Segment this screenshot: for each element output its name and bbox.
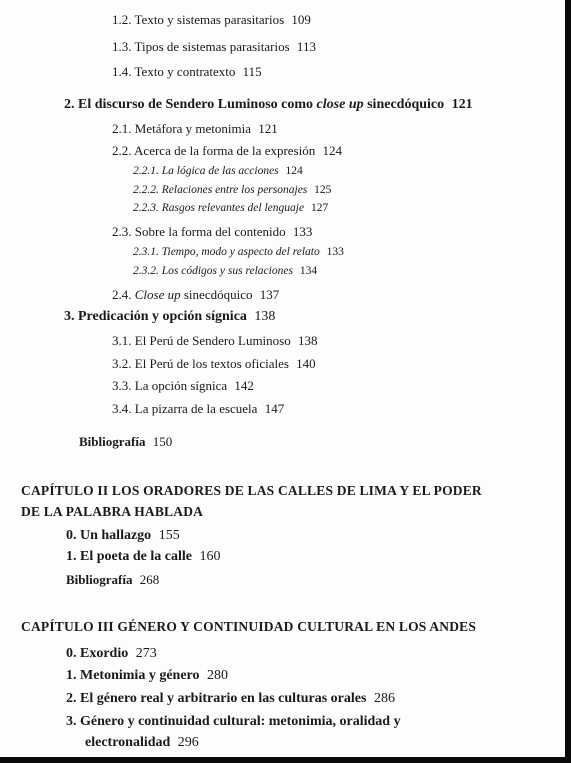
entry-title: Relaciones entre los personajes	[161, 184, 308, 196]
toc-entry-2-3	[112, 224, 312, 240]
entry-number: 2.3.	[112, 224, 132, 239]
entry-number: 2.4.	[112, 287, 132, 302]
toc-entry-2-4	[112, 287, 279, 303]
toc-entry-3-2	[112, 356, 316, 372]
entry-title: El Perú de los textos oficiales	[134, 356, 289, 371]
entry-number: 1.	[66, 668, 77, 683]
bibliography-title: Bibliografía	[66, 572, 133, 587]
entry-title: Tipos de sistemas parasitarios	[134, 39, 290, 54]
entry-title: Exordio	[80, 646, 129, 661]
entry-number: 1.2.	[112, 12, 132, 27]
entry-title: Los códigos y sus relaciones	[161, 265, 293, 277]
entry-title: El poeta de la calle	[80, 549, 192, 564]
toc-ch2-entry-0	[66, 528, 180, 544]
entry-number: 1.3.	[112, 39, 132, 54]
chapter-2-heading	[21, 480, 561, 522]
entry-title: La lógica de las acciones	[161, 165, 279, 177]
bibliography-page: 268	[139, 572, 160, 587]
entry-page: 286	[373, 691, 395, 706]
entry-title-line1: Género y continuidad cultural: metonimia, oralidad y	[80, 714, 401, 729]
entry-number: 2.2.	[112, 143, 132, 158]
toc-ch2-entry-1	[66, 549, 221, 565]
entry-page: 125	[314, 184, 332, 196]
section-page: 121	[451, 97, 473, 112]
toc-entry-2-2-2	[133, 182, 331, 198]
toc-bibliography-2	[66, 572, 159, 588]
entry-number: 2.1.	[112, 121, 132, 136]
section-title: Predicación y opción sígnica	[78, 309, 247, 324]
entry-page: 273	[135, 646, 157, 661]
entry-number: 2.	[66, 691, 77, 706]
entry-page: 133	[326, 246, 344, 258]
entry-number: 2.2.3.	[133, 202, 159, 214]
toc-entry-2-3-1	[133, 244, 344, 260]
entry-title: El Perú de Sendero Luminoso	[134, 333, 291, 348]
toc-entry-1-3	[112, 39, 316, 55]
entry-number: 1.4.	[112, 64, 132, 79]
entry-number: 2.2.2.	[133, 184, 159, 196]
chapter-3-heading	[21, 616, 561, 637]
section-number: 2.	[64, 97, 75, 112]
toc-entry-2-3-2	[133, 263, 317, 279]
entry-title: Metonimia y género	[80, 668, 200, 683]
entry-number: 0.	[66, 646, 77, 661]
entry-page: 155	[158, 528, 180, 543]
section-title-italic: close up	[316, 97, 364, 112]
entry-title: El género real y arbitrario en las culturas orales	[80, 691, 367, 706]
toc-entry-3-1	[112, 333, 317, 349]
toc-entry-1-4	[112, 64, 262, 80]
entry-page: 138	[297, 333, 318, 348]
entry-title: La pizarra de la escuela	[134, 401, 258, 416]
chapter-heading-line1: CAPÍTULO II LOS ORADORES DE LAS CALLES DE LIMA Y EL PODER	[21, 483, 482, 498]
entry-page: 124	[322, 143, 342, 158]
toc-ch3-entry-1	[66, 668, 228, 684]
toc-entry-2-1	[112, 121, 278, 137]
entry-page: 115	[242, 64, 262, 79]
entry-page: 160	[199, 549, 221, 564]
toc-entry-2-2	[112, 143, 342, 159]
toc-section-3	[64, 309, 275, 325]
toc-section-2	[64, 97, 473, 113]
entry-title-italic: Close up	[134, 287, 181, 302]
entry-page: 296	[177, 735, 199, 750]
entry-title: Un hallazgo	[80, 528, 152, 543]
chapter-heading: CAPÍTULO III GÉNERO Y CONTINUIDAD CULTURAL EN LOS ANDES	[21, 619, 477, 634]
entry-number: 2.3.2.	[133, 265, 159, 277]
toc-entry-2-2-3	[133, 200, 328, 216]
entry-page: 137	[259, 287, 280, 302]
entry-page: 147	[264, 401, 285, 416]
toc-entry-2-2-1	[133, 163, 303, 179]
entry-number: 3.1.	[112, 333, 132, 348]
entry-title: Texto y contratexto	[134, 64, 236, 79]
section-title-pre: El discurso de Sendero Luminoso como	[78, 97, 317, 112]
scan-edge-right	[565, 0, 571, 763]
entry-number: 0.	[66, 528, 77, 543]
entry-page: 109	[291, 12, 311, 27]
entry-number: 1.	[66, 549, 77, 564]
toc-ch3-entry-3-cont	[85, 735, 199, 751]
toc-ch3-entry-0	[66, 646, 157, 662]
toc-bibliography-1	[79, 434, 172, 450]
entry-title: Metáfora y metonimia	[134, 121, 251, 136]
toc-entry-1-2	[112, 12, 311, 28]
entry-title-post: sinecdóquico	[180, 287, 253, 302]
entry-title: Tiempo, modo y aspecto del relato	[161, 246, 320, 258]
entry-title-line2: electronalidad	[85, 735, 171, 750]
entry-page: 134	[299, 265, 318, 277]
entry-title: Rasgos relevantes del lenguaje	[161, 202, 305, 214]
entry-title: La opción sígnica	[134, 378, 228, 393]
entry-page: 133	[292, 224, 313, 239]
bibliography-title: Bibliografía	[79, 434, 146, 449]
entry-number: 3.2.	[112, 356, 132, 371]
section-title-post: sinecdóquico	[363, 97, 445, 112]
entry-number: 2.3.1.	[133, 246, 159, 258]
toc-entry-3-4	[112, 401, 284, 417]
entry-page: 121	[258, 121, 278, 136]
section-page: 138	[254, 309, 276, 324]
entry-page: 127	[310, 202, 329, 214]
entry-title: Sobre la forma del contenido	[134, 224, 286, 239]
entry-page: 113	[296, 39, 316, 54]
entry-page: 142	[234, 378, 254, 393]
entry-number: 3.3.	[112, 378, 132, 393]
entry-page: 280	[207, 668, 228, 683]
toc-ch3-entry-2	[66, 691, 395, 707]
entry-number: 2.2.1.	[133, 165, 159, 177]
entry-number: 3.	[66, 714, 77, 729]
toc-entry-3-3	[112, 378, 254, 394]
entry-title: Acerca de la forma de la expresión	[134, 143, 316, 158]
scan-edge-bottom	[0, 757, 571, 763]
chapter-heading-line2: DE LA PALABRA HABLADA	[21, 504, 204, 519]
entry-number: 3.4.	[112, 401, 132, 416]
section-number: 3.	[64, 309, 75, 324]
entry-title: Texto y sistemas parasitarios	[134, 12, 285, 27]
toc-ch3-entry-3	[66, 714, 401, 730]
bibliography-page: 150	[152, 434, 173, 449]
entry-page: 140	[296, 356, 316, 371]
entry-page: 124	[285, 165, 303, 177]
